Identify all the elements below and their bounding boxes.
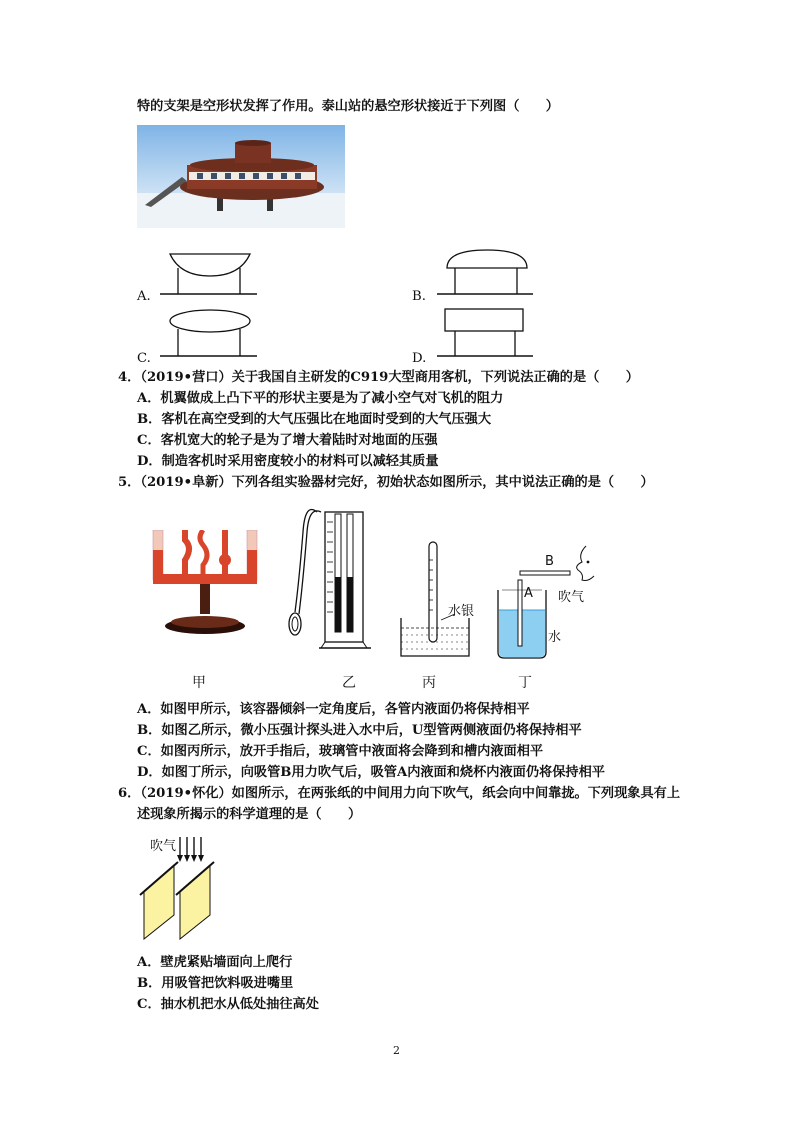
q6-option-c: C．抽水机把水从低处抽往高处 (137, 997, 319, 1012)
option-c-figure (130, 308, 270, 364)
fig-label-yi: 乙 (342, 675, 356, 691)
q6-option-b: B．用吸管把饮料吸进嘴里 (137, 976, 294, 991)
connected-vessel-figure (145, 530, 270, 640)
q5-option-d: D．如图丁所示，向吸管B用力吹气后，吸管A内液面和烧杯内液面仍将保持相平 (137, 765, 605, 780)
q6-blow-label: 吹气 (150, 839, 177, 854)
q5-option-c: C．如图丙所示，放开手指后，玻璃管中液面将会降到和槽内液面相平 (137, 744, 544, 759)
option-a-figure (130, 248, 270, 304)
q4-option-b: B．客机在高空受到的大气压强比在地面时受到的大气压强大 (137, 412, 492, 427)
option-b-figure (405, 248, 545, 304)
station-photo (137, 125, 345, 228)
q4-option-a: A．机翼做成上凸下平的形状主要是为了减小空气对飞机的阻力 (137, 391, 504, 406)
paper-sheets-figure (138, 835, 228, 940)
q5-stem: 5．（2019•阜新）下列各组实验器材完好，初始状态如图所示，其中说法正确的是（ ） (118, 475, 654, 490)
page-number: 2 (393, 1044, 400, 1057)
q5-option-b: B．如图乙所示，微小压强计探头进入水中后，U型管两侧液面仍将保持相平 (137, 723, 582, 738)
q4-option-c: C．客机宽大的轮子是为了增大着陆时对地面的压强 (137, 433, 438, 448)
q4-stem: 4．（2019•营口）关于我国自主研发的C919大型商用客机，下列说法正确的是（ ） (118, 370, 639, 385)
option-b-label: B. (412, 289, 426, 304)
point-b-label: B (545, 554, 554, 569)
option-c-label: C. (137, 351, 151, 366)
q4-option-d: D．制造客机时采用密度较小的材料可以减轻其质量 (137, 454, 439, 469)
mercury-label: 水银 (448, 604, 475, 619)
option-d-label: D. (412, 351, 427, 366)
blow-label: 吹气 (558, 590, 585, 605)
q6-option-a: A．壁虎紧贴墙面向上爬行 (137, 955, 293, 970)
q3-intro: 特的支架是空形状发挥了作用。泰山站的悬空形状接近于下列图（ ） (137, 99, 559, 114)
fig-label-jia: 甲 (192, 675, 206, 691)
q5-option-a: A．如图甲所示，该容器倾斜一定角度后，各管内液面仍将保持相平 (137, 702, 530, 717)
q6-stem-line2: 述现象所揭示的科学道理的是（ ） (137, 807, 362, 822)
fig-label-ding: 丁 (518, 675, 532, 691)
point-a-label: A (524, 586, 533, 601)
option-a-label: A. (137, 289, 151, 304)
water-label: 水 (548, 630, 562, 645)
manometer-figure (285, 502, 375, 662)
fig-label-bing: 丙 (422, 675, 436, 691)
q6-stem-line1: 6．（2019•怀化）如图所示，在两张纸的中间用力向下吹气，纸会向中间靠拢。下列现象具有上 (118, 786, 681, 801)
